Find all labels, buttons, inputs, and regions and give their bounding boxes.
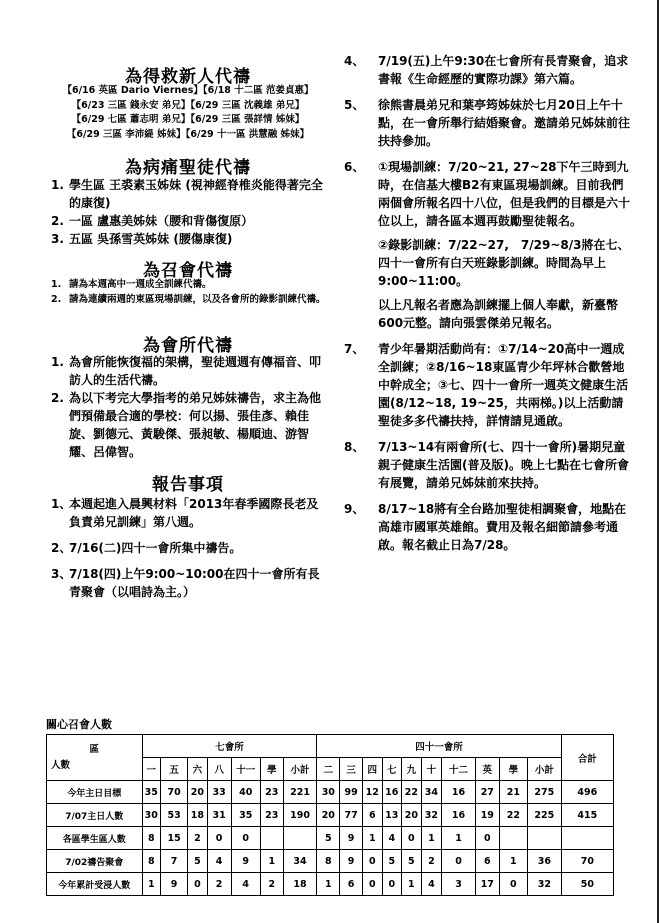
table-row xyxy=(47,827,614,850)
list-item xyxy=(46,176,330,212)
table-cell: 16 xyxy=(442,781,476,804)
row-label: 7/02禱告聚會 xyxy=(47,850,143,873)
table-cell: 32 xyxy=(421,804,442,827)
table-cell: 35 xyxy=(142,781,160,804)
table-cell: 30 xyxy=(317,781,340,804)
table-cell xyxy=(499,827,527,850)
column-header: 十二 xyxy=(442,758,476,781)
table-cell: 0 xyxy=(188,873,208,896)
table-cell: 0 xyxy=(363,850,383,873)
table-cell: 6 xyxy=(340,873,363,896)
item-number: 3、 xyxy=(51,567,72,581)
table-cell: 27 xyxy=(475,781,499,804)
column-header: 一 xyxy=(142,758,160,781)
table-cell: 5 xyxy=(188,850,208,873)
table-cell: 21 xyxy=(499,781,527,804)
table-cell xyxy=(527,827,561,850)
table-cell: 20 xyxy=(402,804,422,827)
table-cell: 1 xyxy=(499,850,527,873)
table-cell: 5 xyxy=(317,827,340,850)
table-cell: 3 xyxy=(442,873,476,896)
item-text: 為會所能恢復福的架構，聖徒週週有傳福音、叩訪人的生活代禱。 xyxy=(69,355,322,387)
table-cell: 0 xyxy=(402,827,422,850)
column-header: 八 xyxy=(207,758,231,781)
report-list-left xyxy=(46,495,330,609)
table-cell: 18 xyxy=(283,873,317,896)
item-number: 1、 xyxy=(51,497,72,511)
table-cell: 9 xyxy=(161,873,188,896)
table-cell: 35 xyxy=(231,804,260,827)
table-cell: 23 xyxy=(260,781,283,804)
item-text: 7/18(四)上午9:00~10:00在四十一會所有長青聚會（以唱詩為主。） xyxy=(69,567,320,599)
table-cell: 8 xyxy=(142,850,160,873)
item-number: 4、 xyxy=(344,54,365,68)
column-header: 十一 xyxy=(231,758,260,781)
table-cell: 4 xyxy=(207,850,231,873)
table-cell: 0 xyxy=(363,873,383,896)
item-text: ②錄影訓練：7/22~27, 7/29~8/3將在七、四十一會所有白天班錄影訓練。時間為早上9:00~11:00。 xyxy=(378,238,630,288)
table-cell: 5 xyxy=(402,850,422,873)
item-text: 一區 盧惠美姊妹（腰和背傷復原） xyxy=(69,214,254,228)
table-cell: 18 xyxy=(188,804,208,827)
table-cell: 2 xyxy=(421,850,442,873)
table-cell: 2 xyxy=(260,873,283,896)
group-header: 四十一會所 xyxy=(317,735,561,758)
table-cell: 1 xyxy=(363,827,383,850)
list-item xyxy=(340,438,630,492)
salvation-line: 【6/16 英區 Dario Viernes】【6/18 十二區 范姜貞惠】 xyxy=(62,85,314,96)
table-cell: 70 xyxy=(161,781,188,804)
column-header: 學 xyxy=(499,758,527,781)
list-item xyxy=(46,212,330,230)
item-text: 7/19(五)上午9:30在七會所有長青聚會，追求書報《生命經歷的實際功課》第六篇。 xyxy=(378,54,629,86)
list-item xyxy=(46,389,330,461)
column-header: 七 xyxy=(382,758,402,781)
table-cell: 33 xyxy=(207,781,231,804)
item-number: 3. xyxy=(51,232,64,246)
list-item xyxy=(340,52,630,88)
table-cell: 4 xyxy=(382,827,402,850)
column-header: 學 xyxy=(260,758,283,781)
item-text: 7/16(二)四十一會所集中禱告。 xyxy=(69,541,242,555)
item-number: 5、 xyxy=(344,98,365,112)
salvation-title: 為得救新人代禱 xyxy=(125,67,251,87)
item-number: 2. xyxy=(51,293,62,305)
column-header: 小計 xyxy=(283,758,317,781)
table-cell: 16 xyxy=(382,781,402,804)
table-cell: 22 xyxy=(499,804,527,827)
item-text: 7/13~14有兩會所(七、四十一會所)暑期兒童親子健康生活園(普及版)。晚上七點在七會所會有展覽，請弟兄姊妹前來扶持。 xyxy=(378,440,629,490)
column-header: 英 xyxy=(475,758,499,781)
table-cell: 50 xyxy=(561,873,613,896)
table-cell: 225 xyxy=(527,804,561,827)
table-row xyxy=(47,850,614,873)
table-cell: 0 xyxy=(207,827,231,850)
table-cell xyxy=(283,827,317,850)
table-cell: 1 xyxy=(421,827,442,850)
table-cell: 22 xyxy=(402,781,422,804)
list-item xyxy=(46,293,330,308)
table-cell: 221 xyxy=(283,781,317,804)
table-cell: 2 xyxy=(188,827,208,850)
corner-header xyxy=(47,735,143,781)
list-item xyxy=(340,96,630,150)
item-number: 2. xyxy=(51,214,64,228)
total-header: 合計 xyxy=(561,735,613,781)
list-item xyxy=(340,158,630,332)
salvation-line: 【6/23 三區 錢永安 弟兄】【6/29 三區 沈義雄 弟兄】 xyxy=(71,99,305,111)
table-cell: 1 xyxy=(402,873,422,896)
column-header: 五 xyxy=(161,758,188,781)
calling-title: 為召會代禱 xyxy=(143,261,233,281)
table-row xyxy=(47,873,614,896)
table-cell: 40 xyxy=(231,781,260,804)
table-cell: 0 xyxy=(475,827,499,850)
list-item xyxy=(340,340,630,430)
table-cell: 20 xyxy=(317,804,340,827)
table-cell: 8 xyxy=(317,850,340,873)
table-cell: 4 xyxy=(421,873,442,896)
table-cell: 4 xyxy=(231,873,260,896)
table-cell: 0 xyxy=(442,850,476,873)
table-cell: 23 xyxy=(260,804,283,827)
table-cell: 5 xyxy=(382,850,402,873)
stats-table xyxy=(46,734,614,896)
column-header: 十 xyxy=(421,758,442,781)
list-item xyxy=(46,278,330,293)
salvation-line: 【6/29 三區 李沛緹 姊妹】【6/29 十一區 洪慧融 姊妹】 xyxy=(66,128,310,140)
report-list-right xyxy=(340,52,630,562)
row-label: 今年累計受浸人數 xyxy=(47,873,143,896)
stats-title: 關心召會人數 xyxy=(46,718,112,731)
item-number: 7、 xyxy=(344,342,365,356)
table-cell: 1 xyxy=(142,873,160,896)
table-cell: 0 xyxy=(499,873,527,896)
table-cell: 36 xyxy=(527,850,561,873)
table-cell: 8 xyxy=(142,827,160,850)
item-number: 2. xyxy=(51,391,64,405)
table-cell: 19 xyxy=(475,804,499,827)
table-cell: 34 xyxy=(283,850,317,873)
table-cell: 77 xyxy=(340,804,363,827)
table-cell: 1 xyxy=(260,850,283,873)
table-cell: 1 xyxy=(442,827,476,850)
report-title: 報告事項 xyxy=(152,475,224,495)
table-cell xyxy=(561,827,613,850)
list-item xyxy=(46,230,330,248)
list-item xyxy=(46,495,330,531)
item-text: 學生區 王裘素玉姊妹 (視神經脊椎炎能得著完全的康復) xyxy=(69,178,323,210)
item-number: 2、 xyxy=(51,541,72,555)
table-cell: 16 xyxy=(442,804,476,827)
table-header-row xyxy=(47,735,614,758)
table-cell: 13 xyxy=(382,804,402,827)
church-list xyxy=(46,353,330,461)
list-item xyxy=(46,565,330,601)
row-label: 7/07主日人數 xyxy=(47,804,143,827)
item-number: 1. xyxy=(51,279,62,290)
column-header: 三 xyxy=(340,758,363,781)
item-text: 請為連續兩週的東區現場訓練，以及各會所的錄影訓練代禱。 xyxy=(69,293,326,305)
row-label: 各區學生區人數 xyxy=(47,827,143,850)
row-label: 今年主日目標 xyxy=(47,781,143,804)
salvation-list xyxy=(46,84,330,142)
item-number: 6、 xyxy=(344,160,365,174)
corner-top: 區 xyxy=(89,743,100,755)
item-text: 五區 吳孫雪英姊妹 (腰傷康復) xyxy=(69,232,233,246)
calling-list xyxy=(46,278,330,307)
table-cell: 53 xyxy=(161,804,188,827)
table-row xyxy=(47,804,614,827)
list-item xyxy=(340,500,630,554)
item-text: 徐熊書晨弟兄和葉亭筠姊妹於七月20日上午十點，在一會所舉行結婚聚會。邀請弟兄姊妹前往扶持參加。 xyxy=(378,98,631,148)
table-cell: 2 xyxy=(207,873,231,896)
table-cell: 32 xyxy=(527,873,561,896)
table-cell: 6 xyxy=(475,850,499,873)
church-title: 為會所代禱 xyxy=(143,336,233,356)
table-cell: 7 xyxy=(161,850,188,873)
corner-bottom: 人數 xyxy=(51,759,71,771)
table-cell: 496 xyxy=(561,781,613,804)
column-header: 六 xyxy=(188,758,208,781)
table-cell: 12 xyxy=(363,781,383,804)
group-header: 七會所 xyxy=(142,735,317,758)
table-cell: 6 xyxy=(363,804,383,827)
table-cell: 99 xyxy=(340,781,363,804)
item-text: ①現場訓練：7/20~21, 27~28下午三時到九時，在信基大樓B2有東區現場訓練。目前我們兩個會所報名四十八位，但是我們的目標是六十位以上，請各區本週再鼓勵聖徒報名。 xyxy=(378,160,631,228)
item-number: 1. xyxy=(51,178,64,192)
table-cell: 415 xyxy=(561,804,613,827)
item-text: 青少年暑期活動尚有：①7/14~20高中一週成全訓練；②8/16~18東區青少年坪林合歡營地中幹成全；③七、四十一會所一週英文健康生活園(8/12~18, 19~25，共兩梯。)以上活動請聖徒多多代禱扶持，詳情請見通啟。 xyxy=(378,342,629,428)
table-cell: 1 xyxy=(317,873,340,896)
table-cell: 275 xyxy=(527,781,561,804)
table-cell: 0 xyxy=(382,873,402,896)
table-cell: 9 xyxy=(231,850,260,873)
table-cell: 9 xyxy=(340,827,363,850)
sick-title: 為病痛聖徒代禱 xyxy=(125,158,251,178)
table-cell: 31 xyxy=(207,804,231,827)
table-cell: 70 xyxy=(561,850,613,873)
column-header: 二 xyxy=(317,758,340,781)
table-cell: 17 xyxy=(475,873,499,896)
table-cell: 30 xyxy=(142,804,160,827)
item-text: 請為本週高中一週成全訓練代禱。 xyxy=(69,279,212,290)
table-cell xyxy=(260,827,283,850)
item-text: 以上凡報名者應為訓練擺上個人奉獻，新臺幣600元整。請向張雲傑弟兄報名。 xyxy=(378,298,619,330)
item-text: 為以下考完大學指考的弟兄姊妹禱告，求主為他們預備最合適的學校：何以揚、張佳彥、賴佳旋、劉德元、黃駿傑、張昶敏、楊順迪、游智耀、呂偉智。 xyxy=(69,391,322,459)
table-row xyxy=(47,781,614,804)
salvation-line: 【6/29 七區 蕭志明 弟兄】【6/29 三區 張詳情 姊妹】 xyxy=(71,114,305,125)
table-cell: 9 xyxy=(340,850,363,873)
item-number: 1. xyxy=(51,355,64,369)
item-number: 8、 xyxy=(344,440,365,454)
table-cell: 15 xyxy=(161,827,188,850)
column-header: 小計 xyxy=(527,758,561,781)
table-cell: 34 xyxy=(421,781,442,804)
sick-list xyxy=(46,176,330,248)
item-text: 8/17~18將有全台路加聖徒相調聚會，地點在高雄市國軍英雄館。費用及報名細節請參考通啟。報名截止日為7/28。 xyxy=(378,502,627,552)
column-header: 四 xyxy=(363,758,383,781)
column-header: 九 xyxy=(402,758,422,781)
table-cell: 190 xyxy=(283,804,317,827)
list-item xyxy=(46,539,330,557)
list-item xyxy=(46,353,330,389)
item-text: 本週起進入晨興材料「2013年春季國際長老及負責弟兄訓練」第八週。 xyxy=(69,497,319,529)
table-cell: 0 xyxy=(231,827,260,850)
item-number: 9、 xyxy=(344,502,365,516)
table-cell: 20 xyxy=(188,781,208,804)
